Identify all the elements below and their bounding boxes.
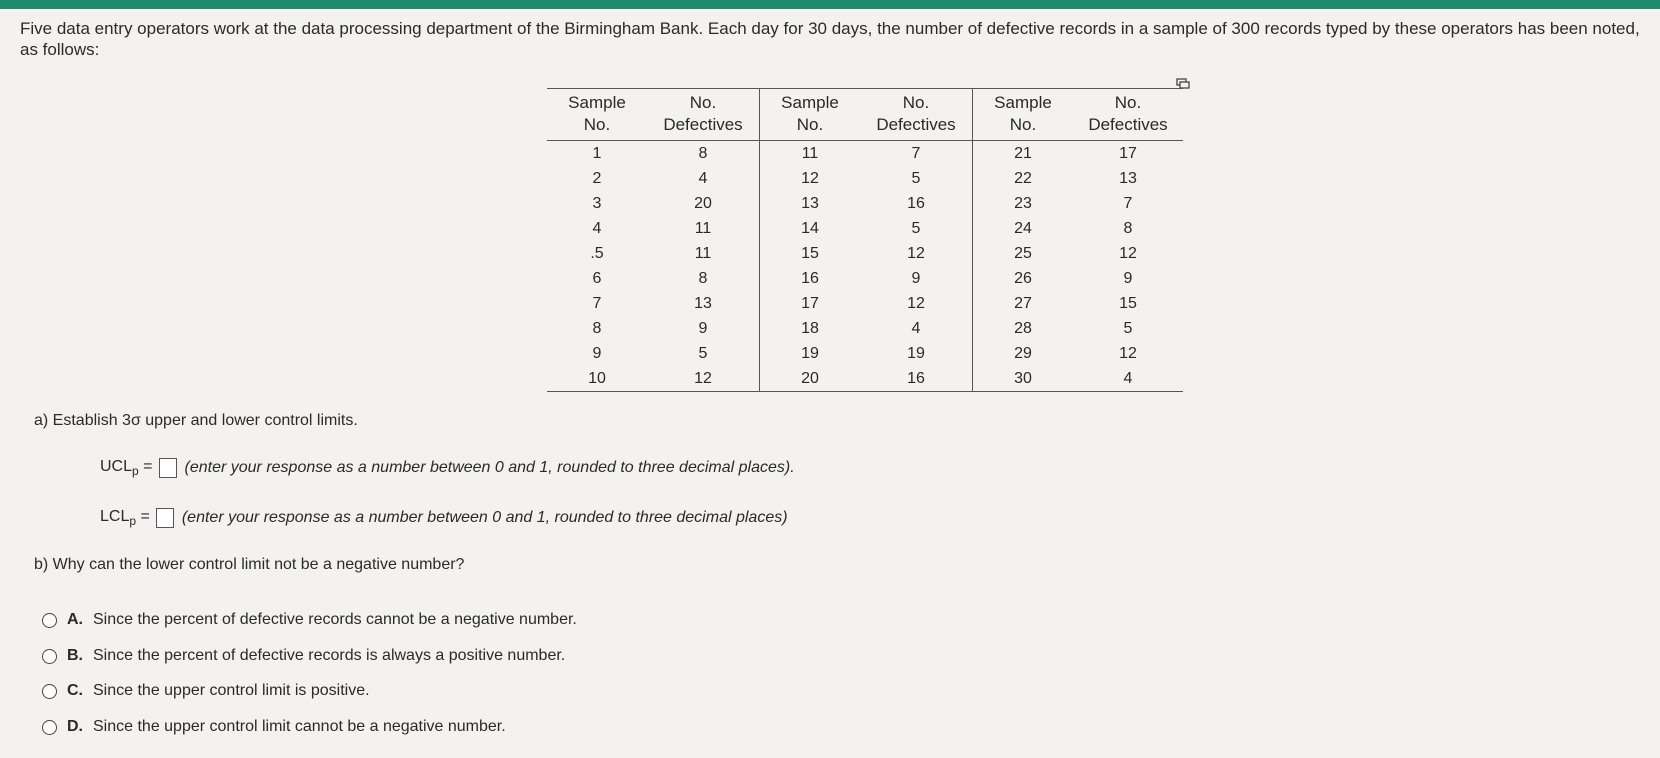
table-cell: 28 — [973, 316, 1074, 341]
ucl-answer-row — [100, 458, 795, 478]
ucl-input[interactable] — [159, 458, 177, 478]
table-row — [547, 291, 1183, 316]
table-cell: 20 — [694, 194, 712, 212]
radio-button-b[interactable] — [42, 649, 57, 664]
option-a-letter: A. — [67, 611, 83, 628]
table-cell: 2 — [592, 169, 602, 187]
table-cell: 17 — [1119, 144, 1137, 162]
table-row — [547, 241, 1183, 266]
header-defectives-1: No. Defectives — [647, 89, 760, 141]
table-cell: 23 — [973, 191, 1074, 216]
table-cell: 12 — [1119, 344, 1137, 362]
table-row — [547, 166, 1183, 191]
option-c-text: Since the upper control limit is positive. — [93, 682, 370, 699]
table-cell: 26 — [973, 266, 1074, 291]
table-row — [547, 191, 1183, 216]
option-c[interactable] — [42, 682, 370, 700]
option-a-text: Since the percent of defective records cannot be a negative number. — [93, 611, 577, 628]
table-cell: 8 — [1123, 219, 1133, 237]
question-b-text: b) Why can the lower control limit not be a negative number? — [34, 556, 465, 573]
table-cell: 1 — [592, 144, 602, 162]
table-cell: 4 — [911, 319, 921, 337]
table-cell: 13 — [760, 191, 861, 216]
table-cell: 8 — [592, 319, 602, 337]
table-cell: 12 — [1119, 244, 1137, 262]
option-a[interactable] — [42, 611, 577, 629]
option-b-text: Since the percent of defective records is always a positive number. — [93, 647, 566, 664]
table-row — [547, 316, 1183, 341]
table-cell: 30 — [973, 366, 1074, 392]
table-header-row — [547, 89, 1183, 141]
table-cell: 12 — [907, 294, 925, 312]
table-cell: 25 — [973, 241, 1074, 266]
table-cell: 7 — [911, 144, 921, 162]
table-cell: 15 — [1119, 294, 1137, 312]
table-cell: 18 — [760, 316, 861, 341]
question-a-text: a) Establish 3σ upper and lower control limits. — [34, 412, 358, 429]
table-cell: 12 — [760, 166, 861, 191]
table-cell: 4 — [1073, 366, 1183, 392]
header-sample-no-3: Sample No. — [973, 89, 1074, 141]
table-cell: 19 — [760, 341, 861, 366]
table-cell: 17 — [760, 291, 861, 316]
radio-button-c[interactable] — [42, 684, 57, 699]
table-row — [547, 141, 1183, 167]
radio-button-a[interactable] — [42, 613, 57, 628]
option-b[interactable] — [42, 647, 565, 665]
header-defectives-3: No. Defectives — [1073, 89, 1183, 141]
header-defectives-2: No. Defectives — [860, 89, 973, 141]
table-cell: 9 — [911, 269, 921, 287]
table-row — [547, 366, 1183, 392]
lcl-label: $LCL_p$ = — [100, 508, 150, 528]
table-cell: 20 — [760, 366, 861, 392]
option-b-letter: B. — [67, 647, 83, 664]
table-cell: 9 — [1123, 269, 1133, 287]
header-sample-no-1: Sample No. — [547, 89, 647, 141]
table-cell: 5 — [1123, 319, 1133, 337]
table-cell: 10 — [547, 366, 647, 392]
table-cell: .5 — [590, 244, 604, 262]
table-cell: 15 — [760, 241, 861, 266]
defects-table — [547, 88, 1183, 392]
table-cell: 5 — [911, 219, 921, 237]
table-cell: 14 — [760, 216, 861, 241]
table-row — [547, 341, 1183, 366]
table-cell: 22 — [973, 166, 1074, 191]
table-row — [547, 216, 1183, 241]
table-cell: 11 — [694, 244, 712, 262]
top-accent-bar — [0, 0, 1660, 9]
option-d[interactable] — [42, 718, 506, 736]
option-d-text: Since the upper control limit cannot be a negative number. — [93, 718, 506, 735]
table-cell: 13 — [1119, 169, 1137, 187]
table-body — [547, 141, 1183, 392]
table-cell: 12 — [647, 366, 760, 392]
table-cell: 8 — [698, 269, 708, 287]
table-cell: 7 — [592, 294, 602, 312]
table-cell: 21 — [973, 141, 1074, 167]
ucl-label: $UCL_p$ = — [100, 458, 153, 478]
option-d-letter: D. — [67, 718, 83, 735]
table-cell: 3 — [592, 194, 602, 212]
table-cell: 4 — [698, 169, 708, 187]
table-cell: 11 — [694, 219, 712, 237]
table-cell: 13 — [694, 294, 712, 312]
table-cell: 4 — [592, 219, 602, 237]
table-cell: 6 — [592, 269, 602, 287]
table-cell: 9 — [592, 344, 602, 362]
table-cell: 9 — [698, 319, 708, 337]
table-cell: 19 — [907, 344, 925, 362]
option-c-letter: C. — [67, 682, 83, 699]
table-cell: 16 — [907, 194, 925, 212]
problem-statement: Five data entry operators work at the data processing department of the Birmingham Bank. Each day for 30 days, the number of defective records in a sample of 300 records typed by these operators has been noted, as follows: — [20, 19, 1640, 59]
table-cell: 16 — [760, 266, 861, 291]
table-cell: 5 — [911, 169, 921, 187]
radio-button-d[interactable] — [42, 720, 57, 735]
table-cell: 8 — [698, 144, 708, 162]
table-cell: 16 — [860, 366, 973, 392]
lcl-input[interactable] — [156, 508, 174, 528]
table-cell: 5 — [698, 344, 708, 362]
lcl-answer-row — [100, 508, 788, 528]
table-cell: 29 — [973, 341, 1074, 366]
table-row — [547, 266, 1183, 291]
table-cell: 7 — [1123, 194, 1133, 212]
table-cell: 11 — [760, 141, 861, 167]
header-sample-no-2: Sample No. — [760, 89, 861, 141]
ucl-hint: (enter your response as a number between 0 and 1, rounded to three decimal places). — [184, 459, 795, 476]
table-cell: 12 — [907, 244, 925, 262]
table-cell: 24 — [973, 216, 1074, 241]
table-cell: 27 — [973, 291, 1074, 316]
lcl-hint: (enter your response as a number between 0 and 1, rounded to three decimal places) — [181, 509, 788, 526]
